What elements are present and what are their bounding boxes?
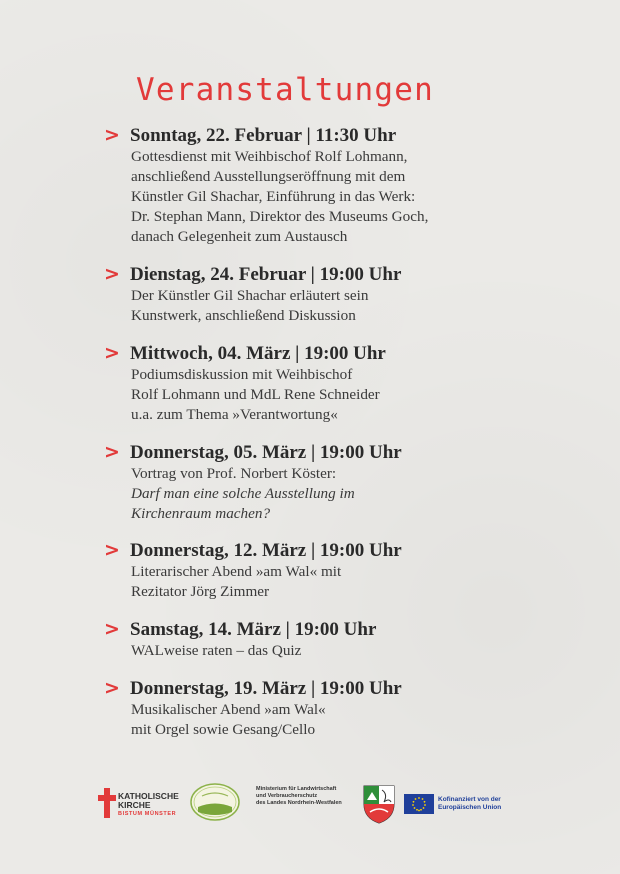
eu-funding-text [438,796,501,812]
chevron-right-icon: > [104,124,120,146]
event-item [104,677,584,740]
logo-text-line: des Landes Nordrhein-Westfalen [256,800,342,806]
event-description [131,562,584,602]
event-item [104,263,584,326]
chevron-right-icon: > [104,539,120,561]
event-description-line: Vortrag von Prof. Norbert Köster: [131,465,337,482]
event-description-line: Darf man eine solche Ausstellung im [131,485,355,502]
chevron-right-icon: > [104,342,120,364]
katholische-kirche-text [118,792,179,810]
logo-text-line: und Verbraucherschutz [256,793,318,799]
logo-text-line: KATHOLISCHE [118,791,179,801]
event-date: Dienstag, 24. Februar | 19:00 Uhr [130,264,402,285]
event-item [104,124,584,247]
event-description-line: Dr. Stephan Mann, Direktor des Museums Goch, [131,208,429,225]
event-description [131,147,584,247]
event-description-line: Der Künstler Gil Shachar erläutert sein [131,287,369,304]
event-description-line: Künstler Gil Shachar, Einführung in das Werk: [131,188,416,205]
chevron-right-icon: > [104,263,120,285]
oval-emblem-logo [190,782,240,822]
eu-flag-icon [404,794,434,814]
event-description-line: Podiumsdiskussion mit Weihbischof [131,366,353,383]
event-description [131,700,584,740]
event-description-line: Kirchenraum machen? [131,505,271,522]
event-item [104,539,584,602]
event-date: Donnerstag, 19. März | 19:00 Uhr [130,678,402,699]
event-date: Mittwoch, 04. März | 19:00 Uhr [130,343,386,364]
event-description-line: u.a. zum Thema »Verantwortung« [131,406,338,423]
logo-text-line: Europäischen Union [438,804,502,811]
page-title: Veranstaltungen [136,72,434,108]
event-description [131,365,584,425]
event-description-line: Musikalischer Abend »am Wal« [131,701,326,718]
event-description-line: Rolf Lohmann und MdL Rene Schneider [131,386,380,403]
sponsor-logo-strip [98,782,528,826]
katholische-kirche-logo [98,784,184,824]
event-description-line: Literarischer Abend »am Wal« mit [131,563,342,580]
event-description-line: Gottesdienst mit Weihbischof Rolf Lohmann, [131,148,408,165]
event-description-line: WALweise raten – das Quiz [131,642,302,659]
event-item [104,618,584,661]
event-item [104,441,584,524]
logo-text-line: Kofinanziert von der [438,796,501,803]
event-date: Sonntag, 22. Februar | 11:30 Uhr [130,125,397,146]
event-description-line: mit Orgel sowie Gesang/Cello [131,721,316,738]
logo-text-line: Ministerium für Landwirtschaft [256,786,337,792]
chevron-right-icon: > [104,618,120,640]
bistum-muenster-text: BISTUM MÜNSTER [118,811,177,817]
event-item [104,342,584,425]
event-description-line: danach Gelegenheit zum Austausch [131,228,348,245]
event-date: Samstag, 14. März | 19:00 Uhr [130,619,377,640]
chevron-right-icon: > [104,441,120,463]
cross-icon [98,788,116,818]
event-description [131,464,584,524]
ministerium-logo-text [256,786,360,807]
event-description-line: Rezitator Jörg Zimmer [131,583,270,600]
event-date: Donnerstag, 12. März | 19:00 Uhr [130,540,402,561]
nrw-coat-of-arms-icon [362,784,396,824]
event-date: Donnerstag, 05. März | 19:00 Uhr [130,442,402,463]
event-description [131,286,584,326]
chevron-right-icon: > [104,677,120,699]
event-description-line: anschließend Ausstellungseröffnung mit dem [131,168,406,185]
event-description [131,641,584,661]
event-description-line: Kunstwerk, anschließend Diskussion [131,307,356,324]
logo-text-line: KIRCHE [118,800,151,810]
